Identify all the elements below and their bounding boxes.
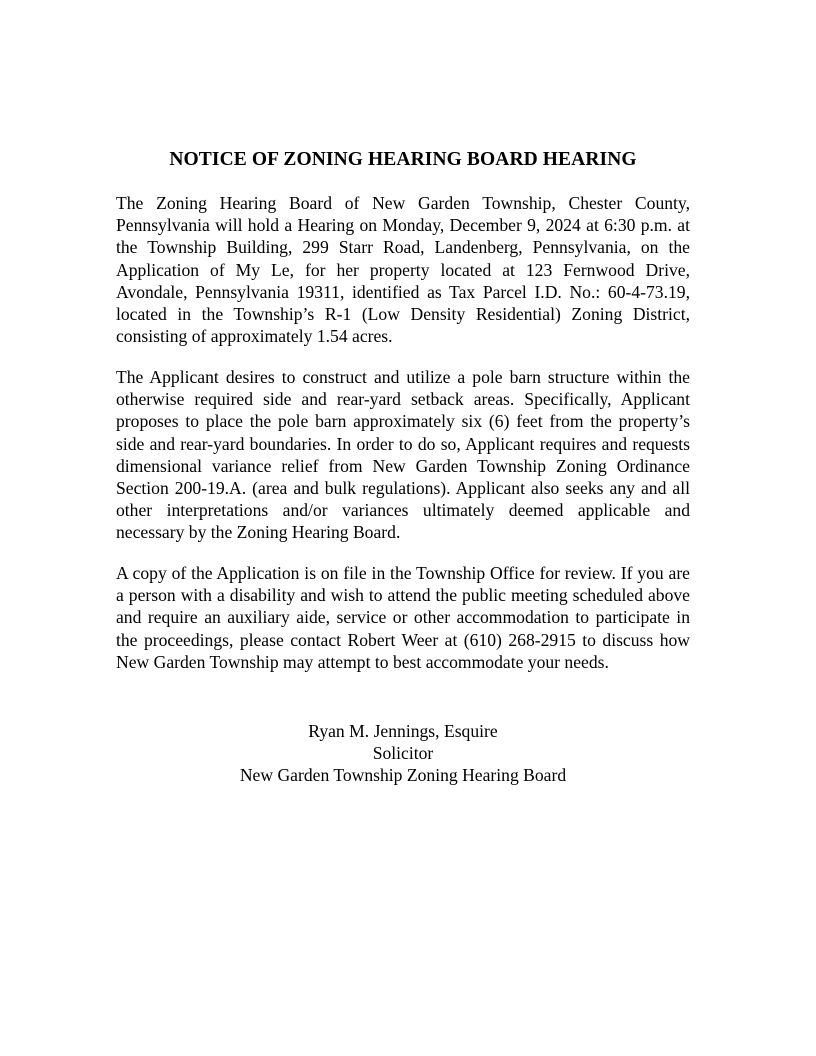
signatory-organization: New Garden Township Zoning Hearing Board xyxy=(239,765,567,786)
accommodation-paragraph: A copy of the Application is on file in the Township Office for review. If you are a person with a disability and wish to attend the public meeting scheduled above and require an auxiliary aide, service or other accommodation to participate in the proceedings, please contact Robert Weer at (610) 268-2915 to discuss how New Garden Township may attempt to best accommodate your needs. xyxy=(116,563,690,672)
application-description-paragraph: The Applicant desires to construct and utilize a pole barn structure within the otherwise required side and rear-yard setback areas. Specifically, Applicant proposes to place the pole barn approximately six (6) feet from the property’s side and rear-yard boundaries. In order to do so, Applicant requires and requests dimensional variance relief from New Garden Township Zoning Ordinance Section 200-19.A. (area and bulk regulations). Applicant also seeks any and all other interpretations and/or variances ultimately deemed applicable and necessary by the Zoning Hearing Board. xyxy=(116,367,690,543)
page-title: NOTICE OF ZONING HEARING BOARD HEARING xyxy=(169,149,637,170)
signatory-role: Solicitor xyxy=(372,743,434,764)
signatory-name: Ryan M. Jennings, Esquire xyxy=(308,721,498,741)
signature-block xyxy=(116,720,690,787)
hearing-details-paragraph: The Zoning Hearing Board of New Garden Township, Chester County, Pennsylvania will hold a Hearing on Monday, December 9, 2024 at 6:30 p.m. at the Township Building, 299 Starr Road, Landenberg, Pennsylvania, on the Application of My Le, for her property located at 123 Fernwood Drive, Avondale, Pennsylvania 19311, identified as Tax Parcel I.D. No.: 60-4-73.19, located in the Township’s R-1 (Low Density Residential) Zoning District, consisting of approximately 1.54 acres. xyxy=(116,193,690,347)
